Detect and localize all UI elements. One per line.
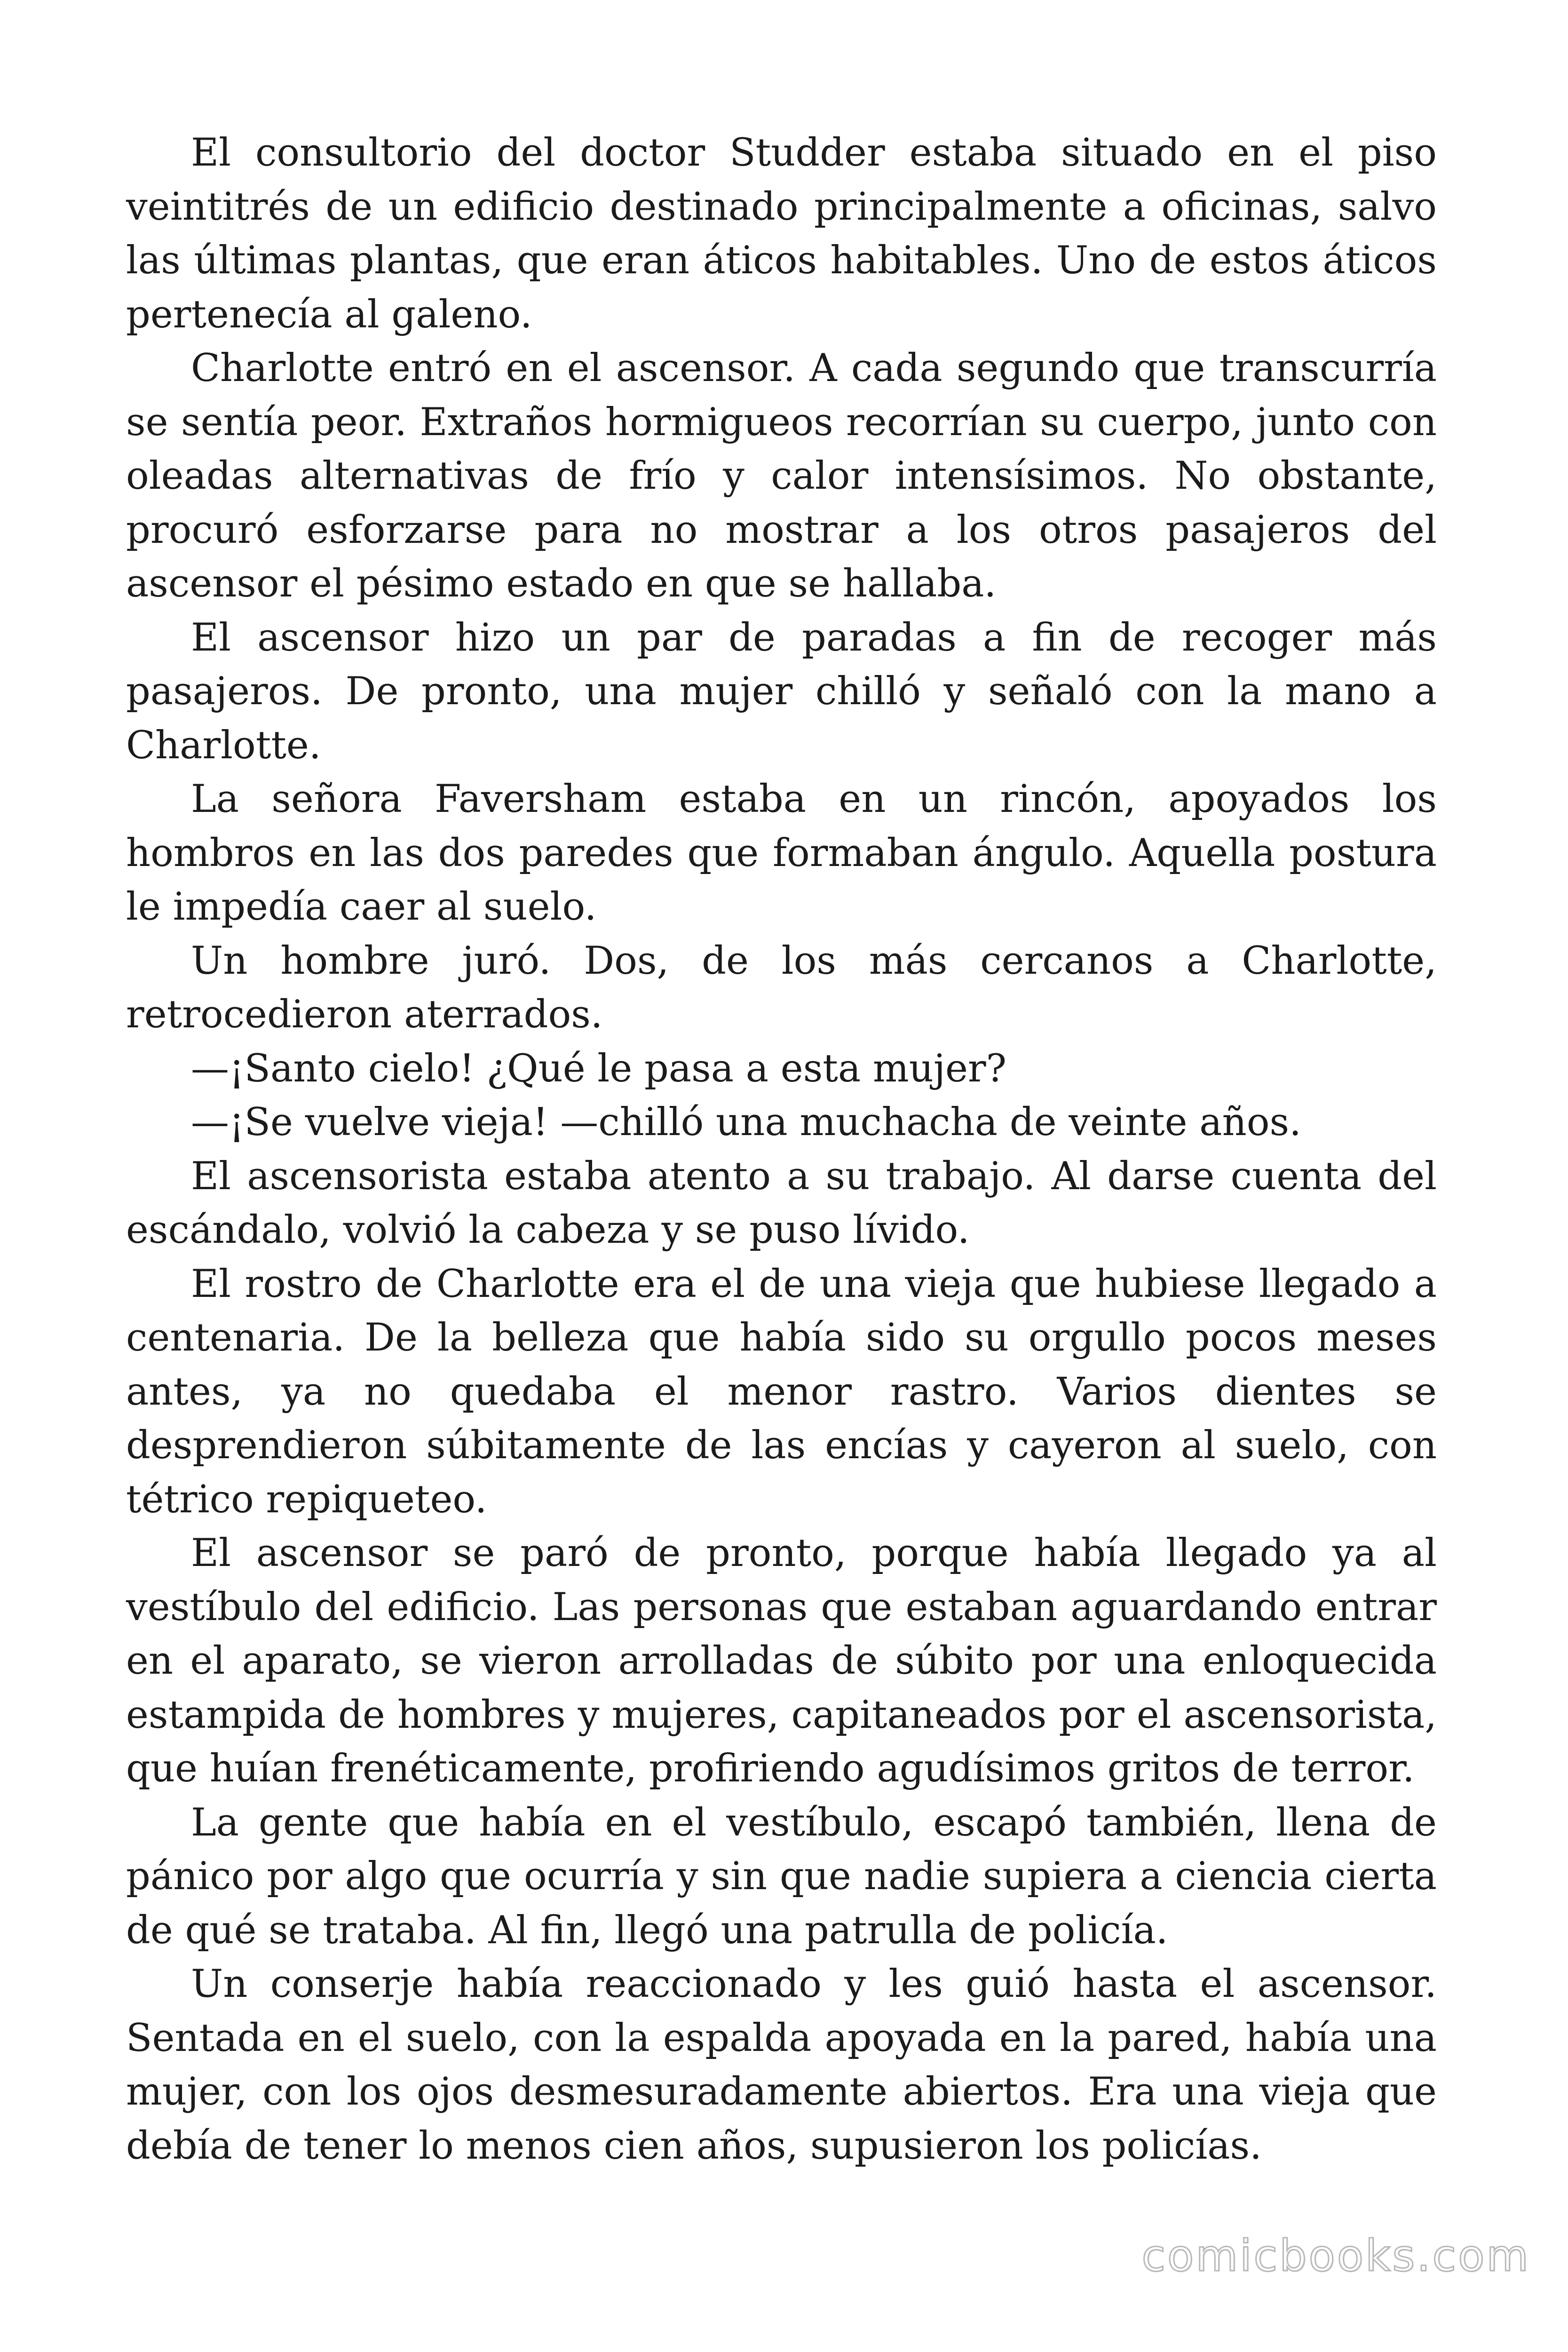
paragraph: El rostro de Charlotte era el de una vieja que hubiese llegado a centenaria. De la belleza que había sido su orgullo pocos meses antes, ya no quedaba el menor rastro. Varios dientes se desprendieron súbitamente de las encías y cayeron al suelo, con tétrico repiqueteo. bbox=[126, 1262, 1437, 1522]
paragraph: El consultorio del doctor Studder estaba situado en el piso veintitrés de un edificio destinado principalmente a oficinas, salvo las últimas plantas, que eran áticos habitables. Uno de estos áticos pertenecía al galeno. bbox=[126, 131, 1437, 337]
dialogue-line: —¡Santo cielo! ¿Qué le pasa a esta mujer? bbox=[191, 1046, 1007, 1091]
paragraph: Un conserje había reaccionado y les guió hasta el ascensor. Sentada en el suelo, con la espalda apoyada en la pared, había una mujer, con los ojos desmesuradamente abiertos. Era una vieja que debía de tener lo menos cien años, supusieron los policías. bbox=[126, 1962, 1437, 2168]
watermark: comicbooks.com bbox=[1141, 2231, 1530, 2281]
dialogue-line: —¡Se vuelve vieja! —chilló una muchacha de veinte años. bbox=[191, 1100, 1301, 1144]
paragraph: La señora Faversham estaba en un rincón, apoyados los hombros en las dos paredes que formaban ángulo. Aquella postura le impedía caer al suelo. bbox=[126, 777, 1437, 929]
paragraph: La gente que había en el vestíbulo, escapó también, llena de pánico por algo que ocurría y sin que nadie supiera a ciencia cierta de qué se trataba. Al fin, llegó una patrulla de policía. bbox=[126, 1800, 1437, 1953]
paragraph: El ascensor se paró de pronto, porque había llegado ya al vestíbulo del edificio. Las personas que estaban aguardando entrar en el aparato, se vieron arrolladas de súbito por una enloquecida estampida de hombres y mujeres, capitaneados por el ascensorista, que huían frenéticamente, profiriendo agudísimos gritos de terror. bbox=[126, 1531, 1437, 1791]
body-text bbox=[126, 126, 1437, 2173]
paragraph: Un hombre juró. Dos, de los más cercanos a Charlotte, retrocedieron aterrados. bbox=[126, 938, 1437, 1037]
paragraph: El ascensorista estaba atento a su trabajo. Al darse cuenta del escándalo, volvió la cabeza y se puso lívido. bbox=[126, 1154, 1437, 1252]
paragraph: El ascensor hizo un par de paradas a fin de recoger más pasajeros. De pronto, una mujer chilló y señaló con la mano a Charlotte. bbox=[126, 615, 1437, 768]
paragraph: Charlotte entró en el ascensor. A cada segundo que transcurría se sentía peor. Extraños hormigueos recorrían su cuerpo, junto con oleadas alternativas de frío y calor intensísimos. No obstante, procuró esforzarse para no mostrar a los otros pasajeros del ascensor el pésimo estado en que se hallaba. bbox=[126, 346, 1437, 606]
